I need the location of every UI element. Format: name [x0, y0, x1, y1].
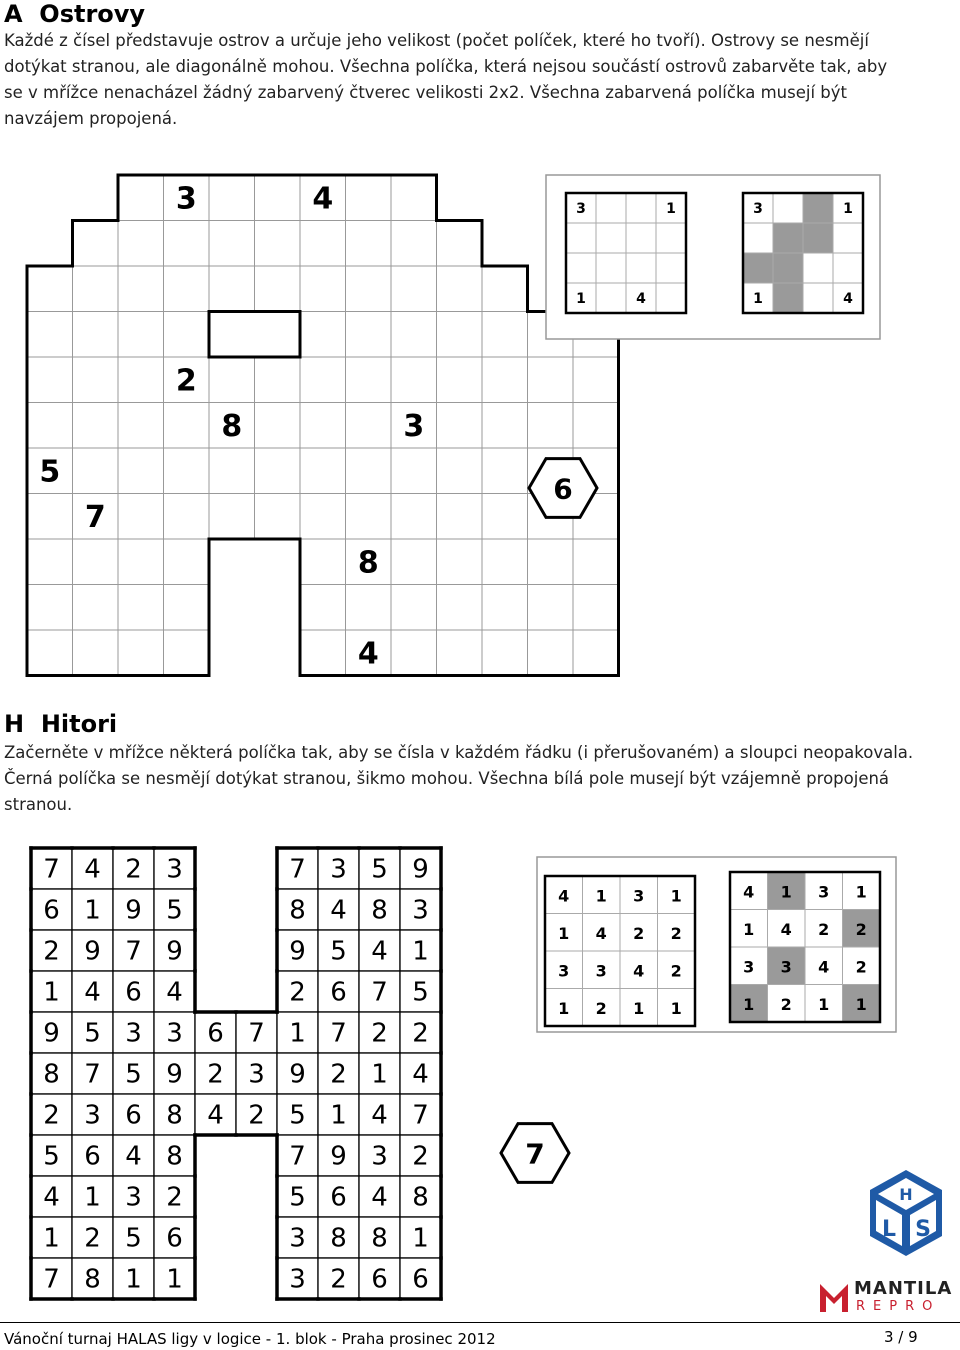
islands-example-solution-number: 1: [753, 291, 763, 307]
islands-cell: [300, 448, 346, 494]
islands-clue: 8: [357, 545, 379, 581]
hitori-example-puzzle-number: 1: [633, 998, 645, 1018]
islands-cell: [27, 494, 73, 540]
hitori-example-solution-number: 4: [780, 919, 792, 939]
islands-cell: [391, 448, 437, 494]
islands-cell: [437, 312, 483, 358]
hitori-number: 2: [371, 1018, 388, 1049]
islands-cell: [300, 266, 346, 312]
islands-cell: [118, 494, 164, 540]
islands-example-solution-cell: [773, 253, 803, 283]
islands-clue: 5: [39, 454, 61, 490]
section-a-description: Každé z čísel představuje ostrov a určuje jeho velikost (počet políček, které ho tvoří). Ostrovy se nesmějí dotýkat stranou, ale diagonálně mohou. Všechna políčka, která nejsou součástí ostrovů zabarvěte tak, aby se v mřížce nenacházel žádný zabarvený čtverec velikosti 2x2. Všechna zabarvená políčka musejí být navzájem propojená.: [4, 31, 888, 128]
hitori-example-puzzle-number: 1: [670, 998, 682, 1018]
islands-cell: [573, 403, 619, 449]
islands-cell: [73, 221, 119, 267]
hitori-number: 9: [289, 1059, 306, 1090]
hitori-number: 2: [43, 1100, 60, 1131]
islands-example-solution-cell: [803, 253, 833, 283]
islands-cell: [118, 357, 164, 403]
islands-cell: [346, 312, 392, 358]
islands-cell: [164, 312, 210, 358]
islands-cell: [391, 539, 437, 585]
islands-cell: [118, 539, 164, 585]
islands-cell: [482, 539, 528, 585]
islands-cell: [391, 175, 437, 221]
hitori-number: 8: [43, 1059, 60, 1090]
islands-cell: [164, 403, 210, 449]
hitori-number: 2: [207, 1059, 224, 1090]
islands-cell: [391, 630, 437, 676]
islands-cell: [346, 221, 392, 267]
islands-cell: [346, 585, 392, 631]
hitori-number: 5: [125, 1059, 142, 1090]
islands-example-solution-cell: [803, 223, 833, 253]
islands-example-solution-cell: [833, 223, 863, 253]
islands-clue: 4: [312, 181, 334, 217]
islands-example-solution-cell: [773, 283, 803, 313]
hitori-example-puzzle-number: 1: [595, 886, 607, 906]
hitori-number: 6: [371, 1264, 388, 1295]
hitori-number: 9: [125, 895, 142, 926]
islands-cell: [255, 175, 301, 221]
islands-cell: [528, 585, 574, 631]
hitori-number: 9: [289, 936, 306, 967]
islands-example-solution-cell: [803, 283, 833, 313]
islands-clue: 3: [175, 181, 197, 217]
islands-cell: [118, 266, 164, 312]
islands-example-puzzle-number: 4: [636, 291, 646, 307]
hitori-number: 3: [330, 854, 347, 885]
hitori-example-solution-number: 3: [818, 882, 830, 902]
islands-cell: [73, 448, 119, 494]
halas-letter-h: H: [899, 1185, 913, 1204]
islands-cell: [118, 312, 164, 358]
hitori-number: 7: [289, 854, 306, 885]
hitori-example-solution-number: 3: [780, 957, 792, 977]
hitori-number: 8: [289, 895, 306, 926]
hitori-example-solution-number: 3: [743, 957, 755, 977]
islands-example-puzzle-number: 3: [576, 201, 586, 217]
islands-cell: [164, 448, 210, 494]
hitori-number: 7: [84, 1059, 101, 1090]
islands-cell: [209, 175, 255, 221]
islands-cell: [164, 221, 210, 267]
islands-cell: [482, 357, 528, 403]
hitori-example-puzzle-number: 3: [595, 961, 607, 981]
islands-cell: [255, 266, 301, 312]
islands-cell: [27, 403, 73, 449]
islands-points-hexagon-label: 6: [553, 472, 573, 506]
hitori-example-solution-number: 4: [743, 882, 755, 902]
islands-cell: [164, 539, 210, 585]
hitori-number: 2: [43, 936, 60, 967]
mantila-logo-icon: [818, 1280, 850, 1314]
hitori-number: 4: [84, 977, 101, 1008]
islands-cell: [391, 266, 437, 312]
hitori-number: 2: [412, 1018, 429, 1049]
hitori-number: 3: [125, 1018, 142, 1049]
hitori-number: 1: [412, 1223, 429, 1254]
islands-cell: [346, 494, 392, 540]
hitori-number: 7: [371, 977, 388, 1008]
hitori-example-puzzle-number: 4: [558, 886, 570, 906]
hitori-number: 4: [371, 1182, 388, 1213]
page-number: 3 / 9: [884, 1328, 918, 1346]
islands-example-solution-number: 4: [843, 291, 853, 307]
islands-cell: [118, 585, 164, 631]
hitori-number: 2: [330, 1059, 347, 1090]
hitori-example-solution-number: 4: [818, 957, 830, 977]
islands-cell: [482, 403, 528, 449]
islands-example-puzzle-cell: [596, 193, 626, 223]
islands-cell: [346, 403, 392, 449]
hitori-example-puzzle-number: 2: [670, 923, 682, 943]
hitori-number: 6: [125, 977, 142, 1008]
islands-cell: [437, 494, 483, 540]
hitori-number: 8: [371, 895, 388, 926]
hitori-number: 7: [412, 1100, 429, 1131]
hitori-number: 1: [371, 1059, 388, 1090]
hitori-number: 9: [330, 1141, 347, 1172]
islands-cell: [209, 266, 255, 312]
hitori-example-solution-number: 1: [780, 882, 792, 902]
hitori-number: 6: [207, 1018, 224, 1049]
islands-cell: [255, 403, 301, 449]
hitori-example-solution-number: 2: [855, 919, 867, 939]
hitori-number: 4: [412, 1059, 429, 1090]
hitori-number: 9: [166, 1059, 183, 1090]
hitori-number: 4: [207, 1100, 224, 1131]
hitori-number: 2: [125, 854, 142, 885]
islands-cell: [255, 357, 301, 403]
islands-cell: [437, 539, 483, 585]
islands-cell: [482, 266, 528, 312]
islands-cell: [482, 494, 528, 540]
hitori-example-puzzle-number: 1: [558, 998, 570, 1018]
islands-cell: [118, 448, 164, 494]
hitori-number: 4: [84, 854, 101, 885]
islands-cell: [482, 312, 528, 358]
islands-cell: [300, 630, 346, 676]
islands-example-solution-cell: [773, 223, 803, 253]
islands-example-solution-cell: [803, 193, 833, 223]
hitori-number: 5: [166, 895, 183, 926]
section-h-title: Hitori: [40, 710, 118, 738]
mantila-subname: REPRO: [856, 1299, 941, 1314]
hitori-number: 8: [166, 1100, 183, 1131]
islands-cell: [300, 312, 346, 358]
hitori-puzzle: [0, 820, 960, 1310]
islands-cell: [346, 266, 392, 312]
footer-rule: [0, 1322, 960, 1323]
islands-cell: [437, 221, 483, 267]
hitori-number: 8: [166, 1141, 183, 1172]
hitori-number: 2: [248, 1100, 265, 1131]
hitori-number: 5: [125, 1223, 142, 1254]
halas-letter-l: L: [881, 1217, 897, 1242]
hitori-number: 5: [289, 1182, 306, 1213]
hitori-example-solution-number: 1: [743, 994, 755, 1014]
hitori-number: 7: [330, 1018, 347, 1049]
islands-example-puzzle-cell: [566, 253, 596, 283]
islands-cell: [300, 221, 346, 267]
islands-cell: [118, 630, 164, 676]
islands-cell: [573, 357, 619, 403]
islands-cell: [27, 357, 73, 403]
hitori-number: 7: [248, 1018, 265, 1049]
hitori-number: 7: [43, 1264, 60, 1295]
islands-cell: [437, 630, 483, 676]
hitori-number: 5: [371, 854, 388, 885]
hitori-number: 1: [330, 1100, 347, 1131]
islands-cell: [255, 221, 301, 267]
hitori-number: 9: [43, 1018, 60, 1049]
islands-cell: [27, 312, 73, 358]
islands-cell: [27, 539, 73, 585]
hitori-number: 5: [289, 1100, 306, 1131]
hitori-number: 6: [330, 1182, 347, 1213]
section-h-description: Začerněte v mřížce některá políčka tak, aby se čísla v každém řádku (i přerušovaném) a sloupci neopakovala. Černá políčka se nesmějí dotýkat stranou, šikmo mohou. Všechna bílá pole musejí být vzájemně propojená stranou.: [4, 743, 914, 814]
hitori-number: 1: [289, 1018, 306, 1049]
section-a-letter: A: [4, 0, 23, 28]
hitori-example-solution-number: 1: [855, 882, 867, 902]
hitori-example-puzzle-number: 2: [595, 998, 607, 1018]
islands-cell: [164, 494, 210, 540]
islands-cell: [437, 266, 483, 312]
hitori-number: 3: [84, 1100, 101, 1131]
islands-cell: [573, 630, 619, 676]
hitori-number: 6: [166, 1223, 183, 1254]
hitori-number: 9: [412, 854, 429, 885]
islands-clue: 8: [221, 408, 243, 444]
islands-cell: [209, 448, 255, 494]
hitori-example-solution-number: 2: [855, 957, 867, 977]
hitori-number: 4: [371, 1100, 388, 1131]
hitori-number: 7: [43, 854, 60, 885]
islands-cell: [391, 357, 437, 403]
islands-example-solution-cell: [743, 223, 773, 253]
islands-cell: [528, 539, 574, 585]
hitori-example-puzzle-number: 1: [558, 923, 570, 943]
islands-cell: [346, 175, 392, 221]
islands-cell: [164, 266, 210, 312]
hitori-number: 4: [330, 895, 347, 926]
islands-cell: [73, 357, 119, 403]
hitori-number: 6: [125, 1100, 142, 1131]
hitori-number: 4: [371, 936, 388, 967]
hitori-example-solution-number: 1: [855, 994, 867, 1014]
islands-cell: [209, 221, 255, 267]
islands-cell: [437, 357, 483, 403]
islands-example-solution-cell: [773, 193, 803, 223]
hitori-number: 3: [371, 1141, 388, 1172]
hitori-number: 4: [166, 977, 183, 1008]
halas-logo: [868, 1168, 944, 1258]
hitori-number: 8: [371, 1223, 388, 1254]
islands-example-puzzle-cell: [656, 283, 686, 313]
islands-cell: [255, 448, 301, 494]
islands-cell: [73, 539, 119, 585]
islands-cell: [300, 539, 346, 585]
islands-cell: [209, 494, 255, 540]
hitori-example-puzzle-number: 4: [633, 961, 645, 981]
islands-cell: [73, 312, 119, 358]
section-a-title: Ostrovy: [39, 0, 146, 28]
hitori-number: 2: [330, 1264, 347, 1295]
islands-example-puzzle-cell: [626, 253, 656, 283]
hitori-number: 1: [43, 977, 60, 1008]
hitori-number: 5: [43, 1141, 60, 1172]
islands-cell: [573, 539, 619, 585]
islands-cell: [118, 175, 164, 221]
hitori-number: 2: [84, 1223, 101, 1254]
hitori-number: 6: [43, 895, 60, 926]
islands-cell: [27, 585, 73, 631]
hitori-number: 1: [43, 1223, 60, 1254]
hitori-number: 6: [412, 1264, 429, 1295]
section-h-letter: H: [4, 710, 25, 738]
hitori-example-solution-number: 2: [818, 919, 830, 939]
hitori-number: 4: [43, 1182, 60, 1213]
islands-cell: [482, 585, 528, 631]
hitori-number: 9: [84, 936, 101, 967]
islands-cell: [300, 357, 346, 403]
islands-example-puzzle-cell: [656, 223, 686, 253]
hitori-number: 6: [330, 977, 347, 1008]
islands-clue: 4: [357, 636, 379, 672]
hitori-example-solution-number: 1: [818, 994, 830, 1014]
islands-cell: [346, 357, 392, 403]
hitori-number: 2: [412, 1141, 429, 1172]
hitori-points-hexagon-label: 7: [525, 1137, 545, 1171]
hitori-number: 3: [166, 1018, 183, 1049]
islands-example-puzzle-cell: [656, 253, 686, 283]
hitori-number: 8: [330, 1223, 347, 1254]
islands-cell: [164, 585, 210, 631]
islands-cell: [118, 221, 164, 267]
section-h-heading: [4, 710, 117, 738]
hitori-number: 5: [330, 936, 347, 967]
hitori-number: 3: [289, 1264, 306, 1295]
islands-clue: 2: [175, 363, 197, 399]
hitori-number: 3: [166, 854, 183, 885]
islands-cell: [391, 494, 437, 540]
islands-cell: [73, 403, 119, 449]
hitori-number: 5: [84, 1018, 101, 1049]
hitori-number: 1: [84, 895, 101, 926]
islands-cell: [391, 585, 437, 631]
hitori-number: 5: [412, 977, 429, 1008]
islands-cell: [391, 221, 437, 267]
hitori-example-solution-number: 1: [743, 919, 755, 939]
islands-cell: [27, 630, 73, 676]
islands-cell: [482, 448, 528, 494]
islands-cell: [300, 403, 346, 449]
islands-cell: [437, 403, 483, 449]
islands-cell: [73, 585, 119, 631]
hitori-example-puzzle-number: 1: [670, 886, 682, 906]
hitori-number: 2: [289, 977, 306, 1008]
islands-example-solution-cell: [833, 253, 863, 283]
hitori-number: 3: [125, 1182, 142, 1213]
islands-example-puzzle-cell: [596, 253, 626, 283]
islands-example-puzzle-cell: [626, 193, 656, 223]
islands-cell: [573, 585, 619, 631]
islands-cell: [437, 448, 483, 494]
islands-clue: 7: [84, 499, 106, 535]
hitori-number: 9: [166, 936, 183, 967]
mantila-name: MANTILA: [854, 1278, 953, 1299]
islands-example-solution-number: 3: [753, 201, 763, 217]
hitori-number: 3: [248, 1059, 265, 1090]
mantila-logo: [818, 1278, 958, 1318]
halas-letter-s: S: [915, 1217, 931, 1242]
hitori-number: 1: [84, 1182, 101, 1213]
islands-cell: [209, 357, 255, 403]
hitori-number: 3: [412, 895, 429, 926]
islands-cell: [300, 494, 346, 540]
islands-cell: [391, 312, 437, 358]
hitori-number: 8: [412, 1182, 429, 1213]
islands-example-puzzle-number: 1: [666, 201, 676, 217]
islands-cell: [164, 630, 210, 676]
hitori-number: 7: [125, 936, 142, 967]
hitori-number: 3: [289, 1223, 306, 1254]
islands-cell: [255, 494, 301, 540]
hitori-example-puzzle-number: 3: [558, 961, 570, 981]
islands-clue: 3: [403, 408, 425, 444]
islands-cell: [528, 357, 574, 403]
islands-cell: [437, 585, 483, 631]
islands-cell: [528, 630, 574, 676]
hitori-number: 8: [84, 1264, 101, 1295]
hitori-number: 1: [125, 1264, 142, 1295]
islands-cell: [73, 266, 119, 312]
islands-cell: [346, 448, 392, 494]
hitori-number: 1: [166, 1264, 183, 1295]
islands-cell: [528, 403, 574, 449]
islands-example-puzzle-number: 1: [576, 291, 586, 307]
footer-text: Vánoční turnaj HALAS ligy v logice - 1. blok - Praha prosinec 2012: [4, 1330, 496, 1348]
islands-cell: [482, 630, 528, 676]
islands-example-puzzle-cell: [596, 283, 626, 313]
islands-example-solution-number: 1: [843, 201, 853, 217]
hitori-example-puzzle-number: 2: [633, 923, 645, 943]
islands-cell: [118, 403, 164, 449]
hitori-number: 2: [166, 1182, 183, 1213]
islands-example-puzzle-cell: [596, 223, 626, 253]
hitori-number: 4: [125, 1141, 142, 1172]
islands-cell: [73, 630, 119, 676]
hitori-number: 7: [289, 1141, 306, 1172]
islands-cell: [27, 266, 73, 312]
hitori-number: 1: [412, 936, 429, 967]
hitori-example-puzzle-number: 3: [633, 886, 645, 906]
islands-cell: [300, 585, 346, 631]
hitori-example-solution-number: 2: [780, 994, 792, 1014]
hitori-number: 6: [84, 1141, 101, 1172]
islands-example-puzzle-cell: [566, 223, 596, 253]
islands-example-solution-cell: [743, 253, 773, 283]
hitori-example-puzzle-number: 2: [670, 961, 682, 981]
islands-example-puzzle-cell: [626, 223, 656, 253]
hitori-example-puzzle-number: 4: [595, 923, 607, 943]
